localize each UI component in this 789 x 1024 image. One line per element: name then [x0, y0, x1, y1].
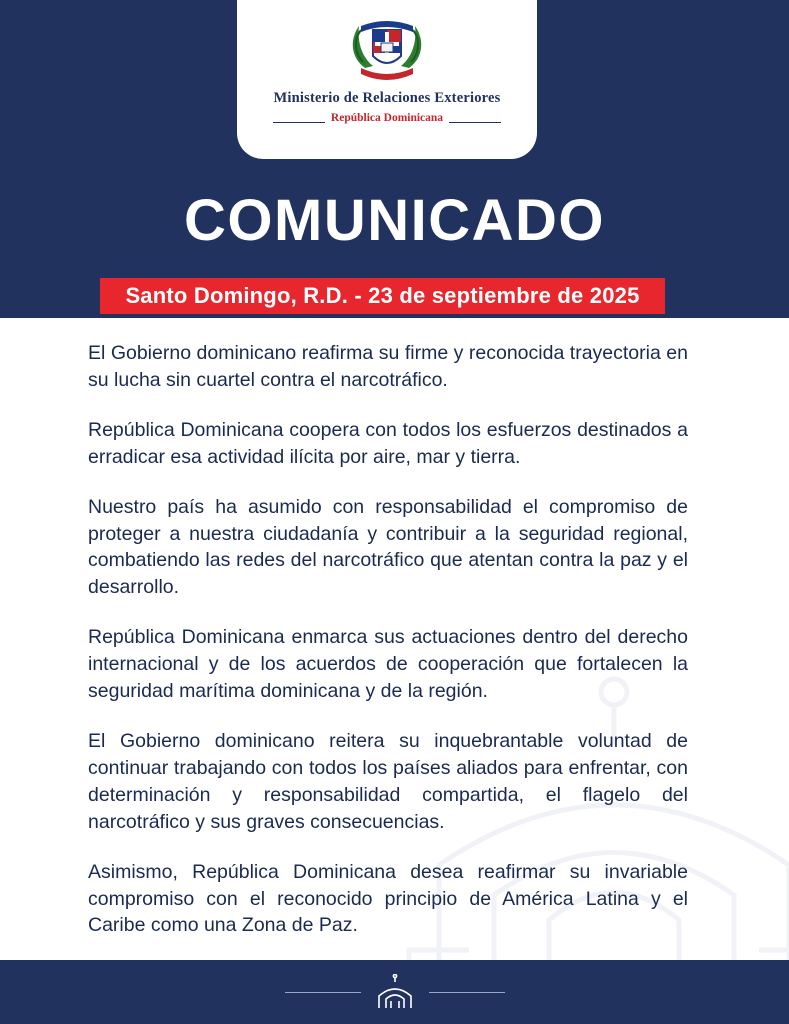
page-title: COMUNICADO	[184, 188, 605, 253]
divider-left	[273, 122, 325, 123]
communique-paragraphs	[88, 340, 688, 939]
paragraph-4: República Dominicana enmarca sus actuaciones dentro del derecho internacional y de los acuerdos de cooperación que fortalecen la seguridad marítima dominicana y de la región.	[88, 626, 688, 703]
header-band	[0, 0, 789, 318]
document-body	[0, 318, 789, 960]
divider-right	[449, 122, 501, 123]
dateline-badge: Santo Domingo, R.D. - 23 de septiembre de 2025	[100, 278, 665, 314]
dominican-republic-coat-of-arms-icon	[343, 10, 431, 88]
paragraph-3: Nuestro país ha asumido con responsabilidad el compromiso de proteger a nuestra ciudadanía y contribuir a la seguridad regional, combatiendo las redes del narcotráfico que atentan contra la paz y el desarrollo.	[88, 495, 688, 599]
footer-divider-right	[429, 992, 505, 993]
footer-band	[0, 960, 789, 1024]
ministry-name: Ministerio de Relaciones Exteriores	[273, 90, 501, 106]
country-name: República Dominicana	[330, 112, 444, 124]
paragraph-1: El Gobierno dominicano reafirma su firme y reconocida trayectoria en su lucha sin cuartel contra el narcotráfico.	[88, 342, 688, 391]
ministry-logo-card	[237, 0, 537, 159]
national-palace-dome-icon	[375, 974, 415, 1010]
paragraph-6: Asimismo, República Dominicana desea reafirmar su invariable compromiso con el reconocido principio de América Latina y el Caribe como una Zona de Paz.	[88, 860, 688, 937]
paragraph-2: República Dominicana coopera con todos los esfuerzos destinados a erradicar esa actividad ilícita por aire, mar y tierra.	[88, 418, 688, 468]
footer-divider-left	[285, 992, 361, 993]
paragraph-5: El Gobierno dominicano reitera su inquebrantable voluntad de continuar trabajando con todos los países aliados para enfrentar, con determinación y responsabilidad compartida, el flagelo del narcotráfico y sus graves consecuencias.	[88, 729, 688, 833]
